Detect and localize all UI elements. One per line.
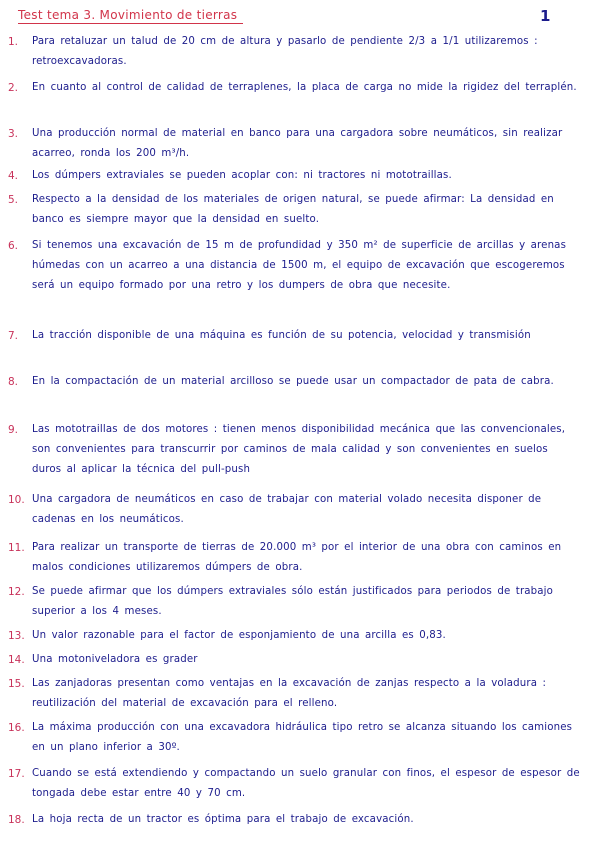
question-number: 7. <box>8 330 19 342</box>
page-number: 1 <box>540 7 551 25</box>
question-number: 12. <box>8 586 25 598</box>
question-number: 8. <box>8 376 19 388</box>
question-number: 11. <box>8 542 25 554</box>
question-number: 5. <box>8 194 19 206</box>
question-text: Una producción normal de material en banco para una cargadora sobre neumáticos, sin realizar acarreo, ronda los 200 m³/h. <box>32 128 563 159</box>
question-text: Las mototraillas de dos motores : tienen menos disponibilidad mecánica que las convencionales, son convenientes para transcurrir por caminos de mala calidad y son convenientes en suelos duros al aplicar la técnica del pull-push <box>32 424 566 475</box>
question-number: 6. <box>8 240 19 252</box>
question-text: Un valor razonable para el factor de esponjamiento de una arcilla es 0,83. <box>32 630 446 641</box>
question-number: 15. <box>8 678 25 690</box>
question-text: En cuanto al control de calidad de terraplenes, la placa de carga no mide la rigidez del terraplén. <box>32 82 577 93</box>
question-number: 2. <box>8 82 19 94</box>
question-text: Se puede afirmar que los dúmpers extraviales sólo están justificados para periodos de trabajo superior a los 4 meses. <box>32 586 554 617</box>
question-number: 1. <box>8 36 19 48</box>
question-text: La máxima producción con una excavadora hidráulica tipo retro se alcanza situando los camiones en un plano inferior a 30º. <box>32 722 573 753</box>
page-header <box>18 8 578 32</box>
question-text: En la compactación de un material arcilloso se puede usar un compactador de pata de cabra. <box>32 376 554 387</box>
question-number: 10. <box>8 494 25 506</box>
question-text: Las zanjadoras presentan como ventajas en la excavación de zanjas respecto a la voladura : reutilización del material de excavación para el relleno. <box>32 678 547 709</box>
page-title: Test tema 3. Movimiento de tierras <box>18 8 243 24</box>
question-text: Los dúmpers extraviales se pueden acoplar con: ni tractores ni mototraillas. <box>32 170 452 181</box>
question-number: 4. <box>8 170 19 182</box>
question-number: 17. <box>8 768 25 780</box>
question-number: 3. <box>8 128 19 140</box>
question-number: 14. <box>8 654 25 666</box>
question-text: Cuando se está extendiendo y compactando un suelo granular con finos, el espesor de espesor de tongada debe estar entre 40 y 70 cm. <box>32 768 580 799</box>
question-text: Si tenemos una excavación de 15 m de profundidad y 350 m² de superficie de arcillas y arenas húmedas con un acarreo a una distancia de 1500 m, el equipo de excavación que escogeremos será un equipo formado por una retro y los dumpers de obra que necesite. <box>32 240 567 291</box>
question-number: 9. <box>8 424 19 436</box>
question-text: Una cargadora de neumáticos en caso de trabajar con material volado necesita disponer de cadenas en los neumáticos. <box>32 494 542 525</box>
question-text: Respecto a la densidad de los materiales de origen natural, se puede afirmar: La densidad en banco es siempre mayor que la densidad en suelto. <box>32 194 554 225</box>
question-text: La hoja recta de un tractor es óptima para el trabajo de excavación. <box>32 814 414 825</box>
question-number: 18. <box>8 814 25 826</box>
question-number: 16. <box>8 722 25 734</box>
question-text: Para retaluzar un talud de 20 cm de altura y pasarlo de pendiente 2/3 a 1/1 utilizaremos : retroexcavadoras. <box>32 36 538 67</box>
question-text: La tracción disponible de una máquina es función de su potencia, velocidad y transmisión <box>32 330 531 341</box>
question-number: 13. <box>8 630 25 642</box>
question-text: Para realizar un transporte de tierras de 20.000 m³ por el interior de una obra con caminos en malos condiciones utilizaremos dúmpers de obra. <box>32 542 562 573</box>
question-text: Una motoniveladora es grader <box>32 654 198 665</box>
